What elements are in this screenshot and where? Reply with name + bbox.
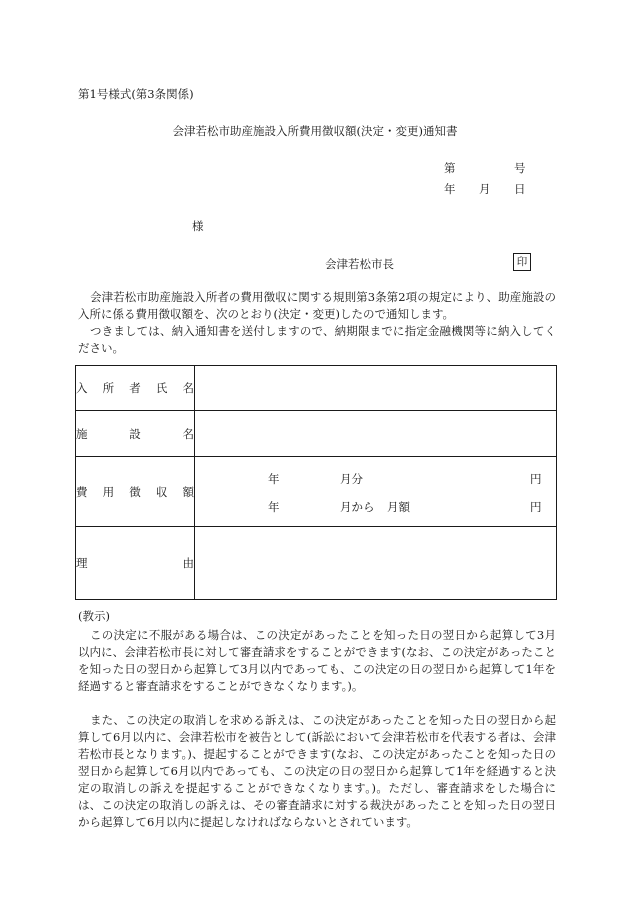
- field-facility-name: [195, 411, 557, 457]
- date-year: 年: [444, 182, 456, 196]
- field-reason: [195, 527, 557, 600]
- table-row-fee: [76, 457, 557, 527]
- document-title: 会津若松市助産施設入所費用徴収額(決定・変更)通知書: [172, 124, 458, 138]
- date-day: 日: [514, 182, 526, 196]
- fee-line2-yen: 円: [530, 500, 542, 514]
- body-paragraph-1: 会津若松市助産施設入所者の費用徴収に関する規則第3条第2項の規定により、助産施設の入所に係る費用徴収額を、次のとおり(決定・変更)したので通知します。: [78, 290, 556, 321]
- table-row-reason: [76, 527, 557, 600]
- date-month: 月: [479, 182, 491, 196]
- fee-line2-month-from: 月から: [340, 500, 375, 514]
- fee-line1-yen: 円: [530, 472, 542, 486]
- field-fee-amount: [195, 457, 557, 527]
- label-facility-name: 施設名: [76, 411, 195, 457]
- notice-paragraph-2: また、この決定の取消しを求める訴えは、この決定があったことを知った日の翌日から起算して6月以内に、会津若松市を被告として(訴訟において会津若松市を代表する者は、会津若松市長となります。)、提起することができます(なお、この決定があったことを知った日の翌日から起算して6月以内であっても、この決定の日の翌日から起算して1年を経過すると決定の取消しの訴えを提起することができなくなります。)。ただし、審査請求をした場合には、この決定の取消しの訴えは、その審査請求に対する裁決があったことを知った日の翌日から起算して6月以内に提起しなければならないとされています。: [78, 713, 556, 829]
- doc-number-suffix: 号: [514, 161, 526, 175]
- notice-paragraph-1: この決定に不服がある場合は、この決定があったことを知った日の翌日から起算して3月以内に、会津若松市長に対して審査請求をすることができます(なお、この決定があったことを知った日の翌日から起算して3月以内であっても、この決定の日の翌日から起算して1年を経過すると審査請求をすることができなくなります。)。: [78, 628, 556, 693]
- label-resident-name: 入所者氏名: [76, 366, 195, 411]
- table-row-facility: [76, 411, 557, 457]
- field-resident-name: [195, 366, 557, 411]
- fee-line2-year: 年: [268, 500, 280, 514]
- body-paragraph-2: つきましては、納入通知書を送付しますので、納期限までに指定金融機関等に納入してください。: [78, 324, 556, 355]
- label-reason: 理由: [76, 527, 195, 600]
- label-fee-amount: 費用徴収額: [76, 457, 195, 527]
- fee-line1-month: 月分: [340, 472, 363, 486]
- seal-mark: 印: [513, 253, 531, 271]
- form-reference: 第1号様式(第3条関係): [78, 87, 194, 101]
- fee-line1-year: 年: [268, 472, 280, 486]
- notice-heading: (教示): [78, 609, 110, 623]
- doc-number-prefix: 第: [444, 161, 456, 175]
- issuer-name: 会津若松市長: [325, 257, 394, 271]
- fee-line2-monthly: 月額: [387, 500, 410, 514]
- addressee-honorific: 様: [192, 219, 204, 233]
- fee-table: [75, 365, 557, 600]
- table-row-resident: [76, 366, 557, 411]
